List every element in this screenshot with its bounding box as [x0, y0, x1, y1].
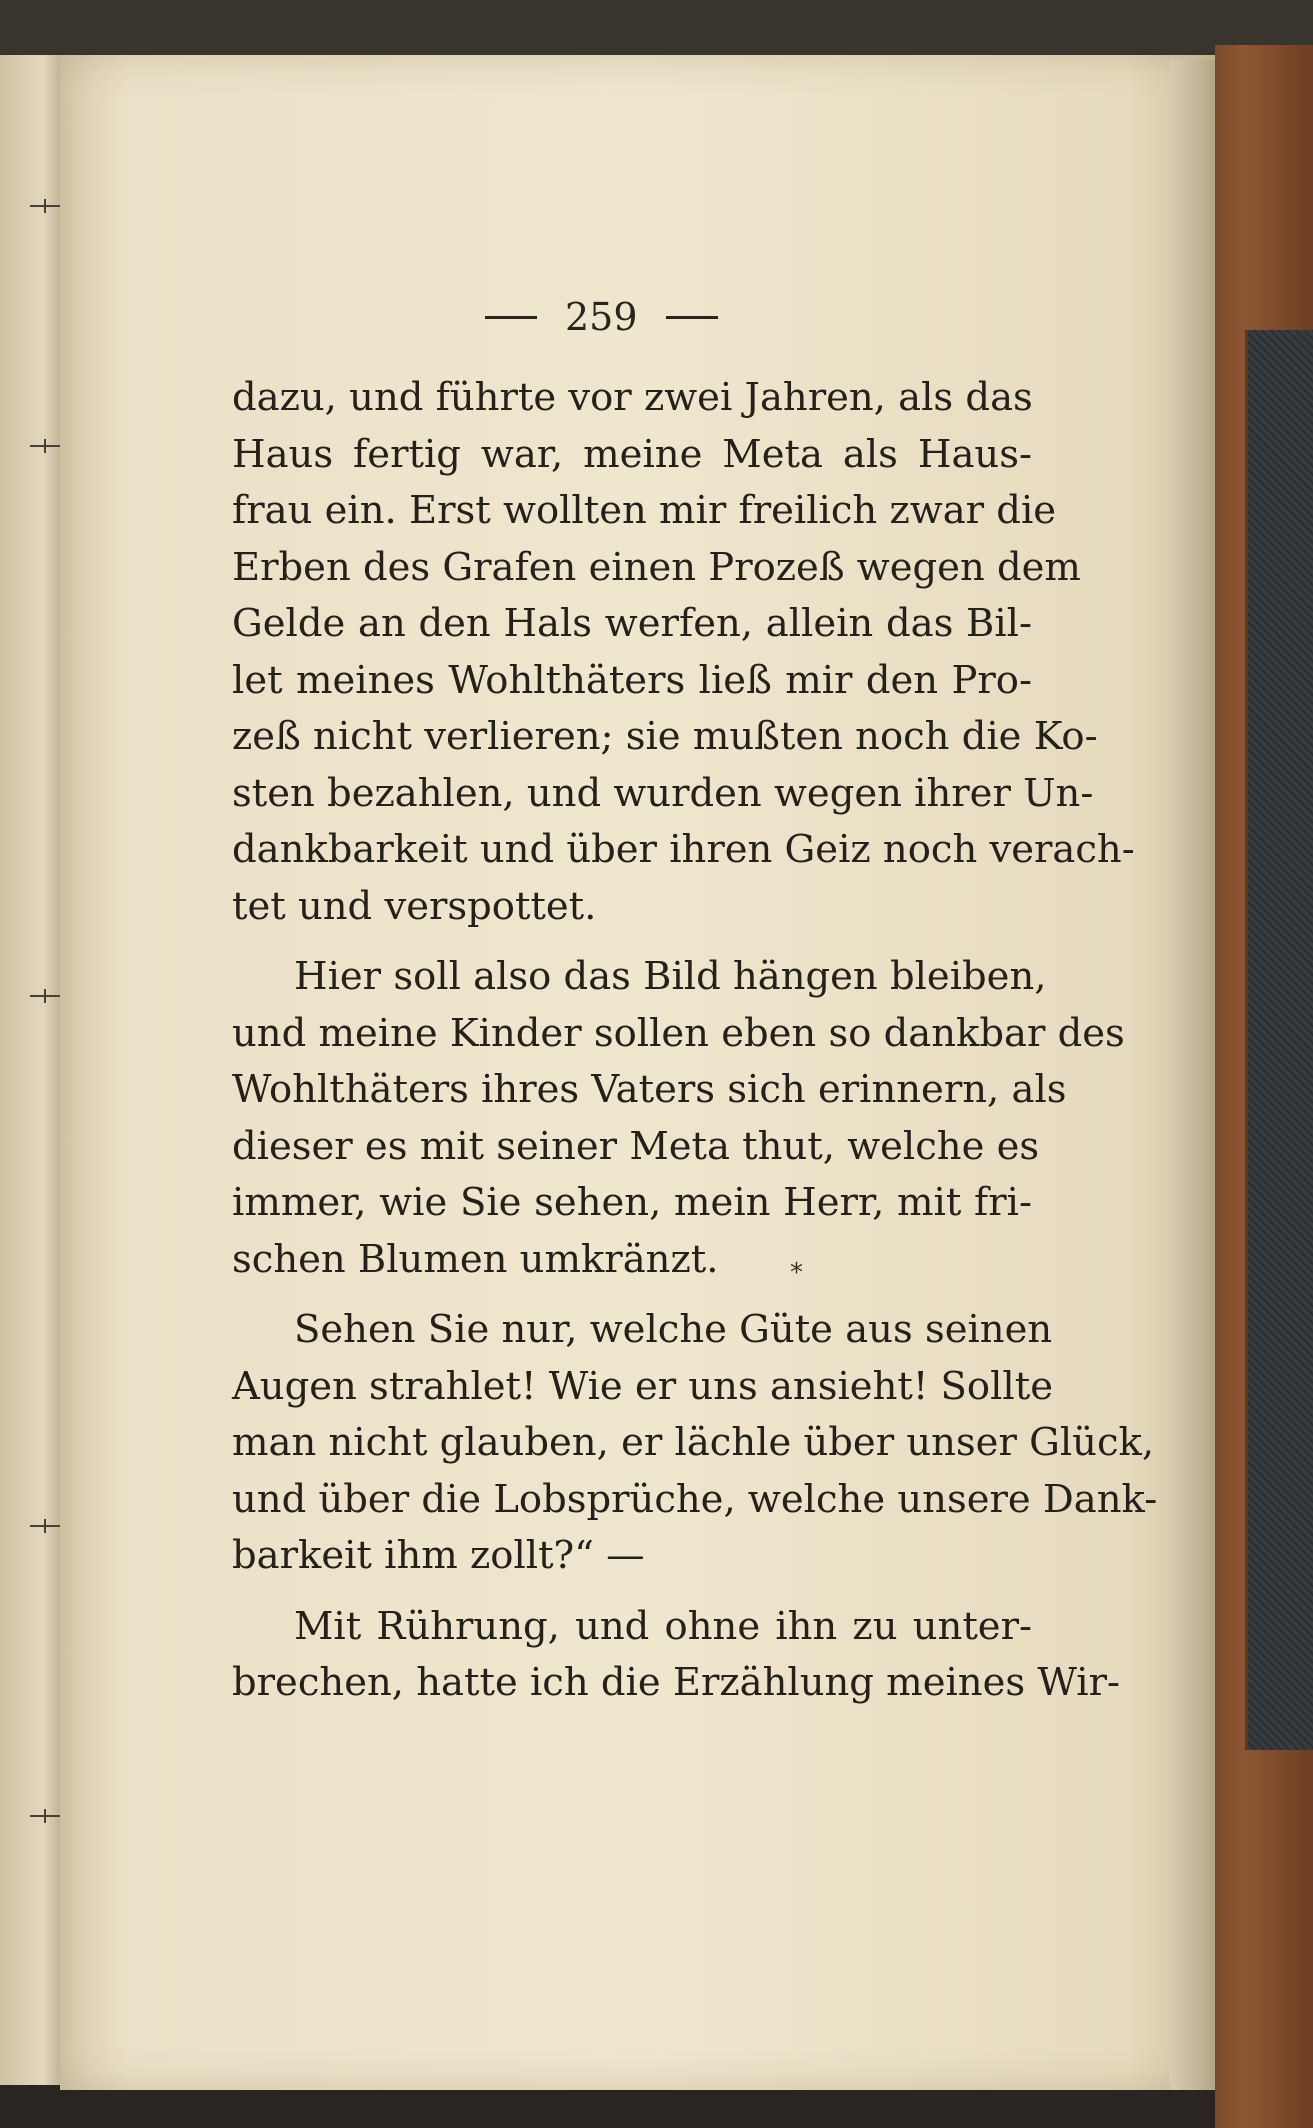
text-line: zeß nicht verlieren; sie mußten noch die Ko- — [232, 714, 1098, 759]
paragraph — [232, 949, 1125, 1288]
text-line: Augen strahlet! Wie er uns ansieht! Sollte — [232, 1363, 1053, 1409]
text-line: Hier soll also das Bild hängen bleiben, — [294, 954, 1047, 999]
text-line: barkeit ihm zollt?“ — — [232, 1533, 645, 1578]
text-line: brechen, hatte ich die Erzählung meines Wir- — [232, 1660, 1120, 1705]
marbled-cover-paper — [1245, 330, 1313, 1750]
text-line: Erben des Grafen einen Prozeß wegen dem — [232, 544, 1081, 590]
text-line: immer, wie Sie sehen, mein Herr, mit fri- — [232, 1180, 1032, 1225]
text-line: Haus fertig war, meine Meta als Haus- — [232, 431, 1032, 477]
text-line: dankbarkeit und über ihren Geiz noch verach- — [232, 827, 1135, 872]
paragraph-gap — [232, 935, 1032, 949]
text-line: Mit Rührung, und ohne ihn zu unter- — [294, 1603, 1032, 1649]
text-line: let meines Wohlthäters ließ mir den Pro- — [232, 657, 1032, 703]
page-header — [485, 292, 785, 342]
page-number: 259 — [565, 295, 638, 339]
paragraph — [232, 1302, 1158, 1585]
header-dash-right — [666, 316, 718, 319]
text-line: Sehen Sie nur, welche Güte aus seinen — [294, 1307, 1053, 1352]
text-line: und über die Lobsprüche, welche unsere Dank- — [232, 1476, 1158, 1522]
paragraph — [232, 370, 1135, 935]
text-line: und meine Kinder sollen eben so dankbar des — [232, 1010, 1125, 1056]
paragraph — [232, 1599, 1120, 1712]
text-line: tet und verspottet. — [232, 883, 597, 929]
text-line: man nicht glauben, er lächle über unser Glück, — [232, 1420, 1155, 1465]
paragraph-gap — [232, 1288, 1032, 1302]
text-line: sten bezahlen, und wurden wegen ihrer Un- — [232, 770, 1094, 816]
text-line: schen Blumen umkränzt. — [232, 1236, 719, 1282]
left-page-edge — [0, 55, 64, 2085]
text-line: Gelde an den Hals werfen, allein das Bil- — [232, 601, 1032, 646]
body-text — [232, 370, 1158, 1712]
header-dash-left — [485, 316, 537, 319]
text-line: frau ein. Erst wollten mir freilich zwar die — [232, 488, 1057, 533]
text-line: Wohlthäters ihres Vaters sich erinnern, als — [232, 1067, 1067, 1112]
text-line: dieser es mit seiner Meta thut, welche es — [232, 1123, 1040, 1169]
paragraph-gap — [232, 1585, 1032, 1599]
text-line: dazu, und führte vor zwei Jahren, als das — [232, 375, 1033, 420]
ink-mark: * — [790, 1258, 803, 1288]
